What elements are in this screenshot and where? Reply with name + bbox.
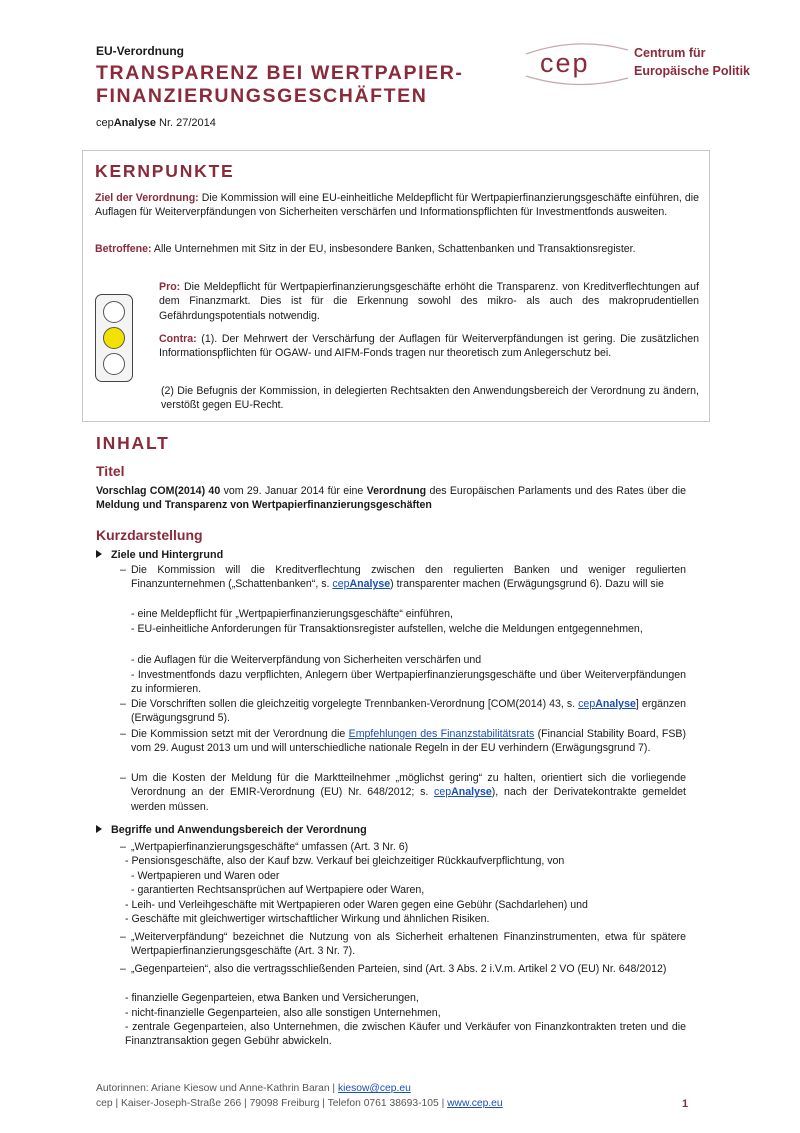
email-link[interactable]: kiesow@cep.eu — [337, 1083, 411, 1094]
sub-prefix: cep — [96, 117, 114, 129]
link-bold: Analyse — [451, 786, 492, 799]
begriffe-sub-6: - zentrale Gegenparteien, also Unternehmen, die zwischen Käufer und Verkäufer von Finanzkontrakten treten und die Finanztransaktion gegen Gebühr abwickeln. — [125, 1021, 686, 1048]
begriffe-sub-2: - Leih- und Verleihgeschäfte mit Wertpapieren oder Waren gegen eine Gebühr (Sachdarlehen) und — [125, 899, 588, 911]
ziel-text: Die Kommission will eine EU-einheitliche Meldepflicht für Wertpapierfinanzierungsgeschäfte einführen, die Auflagen für Weiterverpfändungen von Sicherheiten verschärfen und Informationspflichten für Investmentfonds ausweiten. — [95, 192, 699, 219]
ziele-item-2 — [131, 697, 686, 726]
z2-text-b: ] ergänzen (Erwägungsgrund 5). — [131, 698, 686, 725]
link-pre: cep — [434, 786, 452, 799]
begriffe-item-1: „Wertpapierfinanzierungsgeschäfte“ umfassen (Art. 3 Nr. 6) — [131, 841, 409, 853]
fsb-recommendations-link[interactable]: Empfehlungen des Finanzstabilitätsrats — [348, 728, 535, 740]
ziele-sub-2 — [131, 622, 686, 636]
title-line-2: FINANZIERUNGSGESCHÄFTEN — [96, 85, 428, 107]
logo-line-2: Europäische Politik — [634, 64, 751, 78]
titel-paragraph — [96, 484, 686, 513]
logo-line-1: Centrum für — [634, 46, 706, 60]
page-title — [96, 62, 516, 108]
cep-analyse-link-1[interactable] — [332, 578, 390, 590]
link-pre: cep — [332, 578, 350, 591]
titel-heading: Titel — [96, 463, 125, 479]
ziele-sub-1: - eine Meldepflicht für „Wertpapierfinanzierungsgeschäfte“ einführen, — [131, 608, 453, 620]
bullet-triangle-icon — [96, 550, 102, 558]
footer-address-text: cep | Kaiser-Joseph-Straße 266 | 79098 Freiburg | Telefon 0761 38693-105 | — [96, 1098, 448, 1109]
sub-bold: Analyse — [113, 117, 156, 129]
kurzdarstellung-heading: Kurzdarstellung — [96, 527, 203, 543]
footer-authors — [96, 1083, 411, 1094]
link-bold: Analyse — [349, 578, 391, 591]
ziele-item-4 — [131, 771, 686, 814]
ziel-paragraph — [95, 191, 699, 220]
ziele-heading — [96, 549, 223, 561]
titel-proposal: Vorschlag COM(2014) 40 — [96, 485, 221, 497]
pro-paragraph — [159, 280, 699, 323]
z3-text-b: (Financial Stability Board, FSB) vom 29. August 2013 um und will unterschiedliche nationale Regeln in der EU verhindern (Erwägungsgrund 7). — [131, 728, 686, 755]
betroffene-label: Betroffene: — [95, 243, 152, 255]
dash-icon: – — [120, 772, 126, 784]
contra-2-paragraph: (2) Die Befugnis der Kommission, in delegierten Rechtsakten den Anwendungsbereich der Verordnung zu ändern, verstößt gegen EU-Recht. — [161, 385, 699, 412]
titel-text-2: des Europäischen Parlaments und des Rates über die — [426, 485, 686, 497]
footer-address — [96, 1098, 503, 1109]
website-link[interactable]: www.cep.eu — [447, 1098, 503, 1109]
dash-icon: – — [120, 963, 126, 975]
begriffe-sub-1b: - garantierten Rechtsansprüchen auf Wertpapiere oder Waren, — [131, 884, 425, 896]
ziel-label: Ziel der Verordnung: — [95, 192, 199, 204]
z4-text-b: ), nach der Derivatekontrakte gemeldet werden müssen. — [131, 786, 686, 813]
pro-text: Die Meldepflicht für Wertpapierfinanzierungsgeschäfte erhöht die Transparenz. von Kreditverflechtungen auf dem Finanzmarkt. Dies ist für die Erkennung sowohl des mikro- als auch des makroprudentiellen Gefährdungspotentials notwendig. — [159, 281, 699, 322]
pro-label: Pro: — [159, 281, 181, 293]
logo-wordmark: cep — [540, 48, 590, 78]
inhalt-heading: INHALT — [96, 433, 170, 453]
dash-icon: – — [120, 931, 126, 943]
z1-s2-text: - EU-einheitliche Anforderungen für Transaktionsregister aufstellen, welche die Meldungen entgegennehmen, — [131, 623, 643, 635]
titel-subject: Meldung und Transparenz von Wertpapierfinanzierungsgeschäften — [96, 499, 432, 512]
betroffene-paragraph — [95, 242, 699, 256]
ziele-sub-3: - die Auflagen für die Weiterverpfändung von Sicherheiten verschärfen und — [131, 654, 482, 666]
traffic-light-yellow-lamp — [103, 327, 125, 349]
dash-icon: – — [120, 841, 126, 853]
betroffene-text: Alle Unternehmen mit Sitz in der EU, insbesondere Banken, Schattenbanken und Transaktionsregister. — [151, 243, 636, 255]
cep-logo-icon — [522, 38, 632, 86]
kernpunkte-title: KERNPUNKTE — [95, 161, 235, 181]
bullet-triangle-icon — [96, 825, 102, 833]
z4-text-a: Um die Kosten der Meldung für die Marktteilnehmer „möglichst gering“ zu halten, orientiert sich die vorliegende Verordnung an der EMIR-Verordnung (EU) Nr. 648/2012; s. — [131, 772, 686, 799]
begriffe-sub-5: - nicht-finanzielle Gegenparteien, also alle sonstigen Unternehmen, — [125, 1007, 441, 1019]
begriffe-item-2: „Weiterverpfändung“ bezeichnet die Nutzung von als Sicherheit erhaltenen Finanzinstrumenten, etwa für spätere Wertpapierfinanzierungsgeschäfte (Art. 3 Nr. 7). — [131, 931, 686, 958]
analysis-number — [96, 117, 216, 129]
begriffe-sub-1: - Pensionsgeschäfte, also der Kauf bzw. Verkauf bei gleichzeitiger Rückkaufverpflichtung, von — [125, 855, 565, 867]
titel-text-1: vom 29. Januar 2014 für eine — [220, 485, 367, 497]
begriffe-sub-4: - finanzielle Gegenparteien, etwa Banken und Versicherungen, — [125, 992, 419, 1004]
link-pre: cep — [578, 698, 596, 710]
z1-text-a: Die Kommission will die Kreditverflechtung zwischen den regulierten Banken und weniger regulierten Finanzunternehmen („Schattenbanken“, s. — [131, 564, 686, 591]
contra-text: (1). Der Mehrwert der Verschärfung der Auflagen für Weiterverpfändungen ist gering. Die zusätzlichen Informationspflichten für OGAW- und AIFM-Fonds tragen nur theoretisch zum Anlegerschutz bei. — [159, 333, 699, 360]
kernpunkte-box — [82, 150, 710, 422]
begriffe-item-3: „Gegenparteien“, also die vertragsschließenden Parteien, sind (Art. 3 Abs. 2 i.V.m. Artikel 2 VO (EU) Nr. 648/2012) — [131, 963, 667, 975]
footer-authors-text: Autorinnen: Ariane Kiesow und Anne-Kathrin Baran | — [96, 1083, 338, 1094]
page-number: 1 — [682, 1098, 689, 1110]
cep-analyse-link-2[interactable] — [578, 698, 636, 710]
traffic-light-green-lamp — [103, 353, 125, 375]
traffic-light-red-lamp — [103, 301, 125, 323]
ziele-item-1 — [131, 563, 686, 592]
cep-analyse-link-3[interactable] — [434, 786, 492, 798]
ziele-item-3 — [131, 727, 686, 756]
link-bold: Analyse — [595, 698, 636, 710]
z1-text-b: ) transparenter machen (Erwägungsgrund 6). Dazu will sie — [390, 578, 664, 591]
begriffe-heading — [96, 824, 367, 836]
contra-paragraph — [159, 332, 699, 361]
contra-label: Contra: — [159, 333, 197, 345]
ziele-heading-text: Ziele und Hintergrund — [111, 549, 224, 561]
logo-text — [634, 44, 750, 80]
begriffe-sub-1a: - Wertpapieren und Waren oder — [131, 870, 280, 882]
traffic-light-icon — [95, 294, 133, 382]
dash-icon: – — [120, 698, 126, 710]
begriffe-heading-text: Begriffe und Anwendungsbereich der Verordnung — [111, 824, 367, 836]
z3-text-a: Die Kommission setzt mit der Verordnung die — [131, 728, 349, 740]
titel-verordnung: Verordnung — [366, 485, 427, 497]
dash-icon: – — [120, 564, 126, 576]
z2-text-a: Die Vorschriften sollen die gleichzeitig vorgelegte Trennbanken-Verordnung [COM(2014) 43, s. — [131, 698, 579, 710]
document-type-label: EU-Verordnung — [96, 44, 185, 58]
dash-icon: – — [120, 728, 126, 740]
ziele-sub-4: - Investmentfonds dazu verpflichten, Anlegern über Wertpapierfinanzierungsgeschäfte und über Weiterverpfändungen zu informieren. — [131, 669, 686, 696]
sub-suffix: Nr. 27/2014 — [155, 117, 216, 129]
title-line-1: TRANSPARENZ BEI WERTPAPIER- — [96, 62, 464, 84]
begriffe-sub-3: - Geschäfte mit gleichwertiger wirtschaftlicher Wirkung und ähnlichen Risiken. — [125, 913, 490, 925]
